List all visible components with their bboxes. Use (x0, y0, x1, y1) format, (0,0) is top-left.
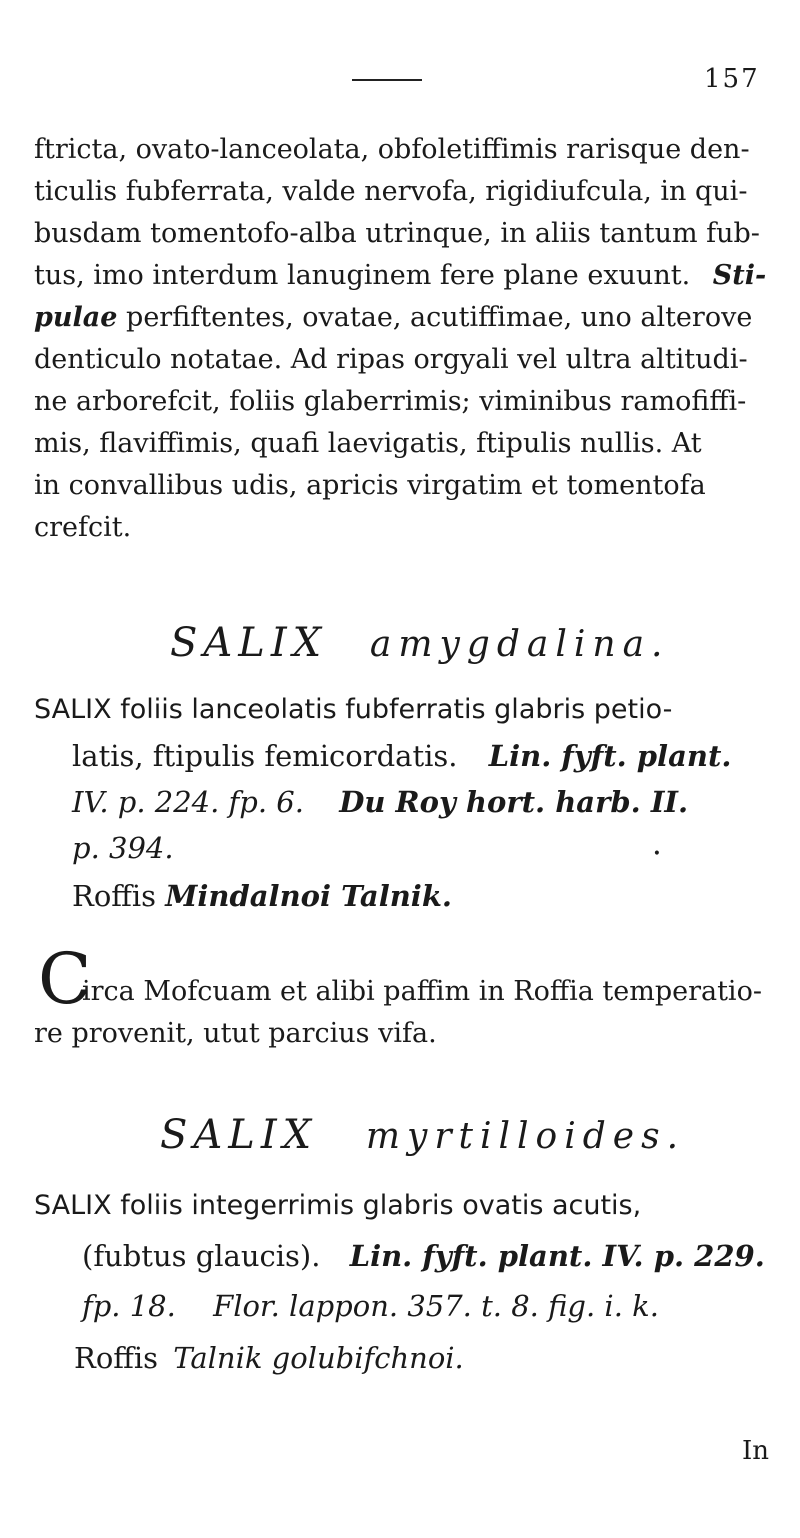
text-line (82, 1236, 765, 1276)
text-line (82, 1286, 659, 1326)
text-fragment: Roffis (74, 1341, 159, 1375)
text-line: re provenit, utut parcius vifa. (34, 1018, 437, 1049)
page-number: 157 (704, 64, 760, 94)
header-rule (352, 79, 422, 81)
genus-name: SALIX (170, 620, 328, 666)
text-line: in convallibus udis, apricis virgatim et tomentofa (34, 470, 706, 501)
citation: IV. p. 224. fp. 6. (72, 785, 304, 819)
text-line (74, 1338, 464, 1378)
text-line (72, 736, 731, 776)
citation: p. 394. (72, 831, 174, 865)
species-epithet: amygdalina. (369, 624, 670, 665)
text-fragment: (fubtus glaucis). (82, 1239, 321, 1273)
text-line (72, 876, 452, 916)
text-line: ne arborefcit, foliis glaberrimis; viminibus ramofiffi- (34, 386, 747, 417)
text-fragment: perfiftentes, ovatae, acutiffimae, uno alterove (126, 302, 753, 333)
drop-cap: C (38, 938, 92, 1020)
text-line: busdam tomentofo-alba utrinque, in aliis tantum fub- (34, 218, 760, 249)
citation: Flor. lappon. 357. t. 8. fig. i. k. (213, 1289, 659, 1323)
text-fragment: Roffis (72, 879, 157, 913)
text-line: denticulo notatae. Ad ripas orgyali vel ultra altitudi- (34, 344, 748, 375)
russian-name: Talnik golubifchnoi. (173, 1341, 464, 1375)
text-line: SALIX foliis integerrimis glabris ovatis acutis, (34, 1190, 642, 1221)
italic-term: pulae (34, 302, 118, 333)
text-line (34, 256, 766, 296)
species-heading (170, 620, 669, 666)
stray-mark: • (652, 846, 662, 862)
species-epithet: myrtilloides. (365, 1116, 686, 1157)
citation: Du Roy hort. harb. II. (339, 785, 689, 819)
citation: fp. 18. (82, 1289, 176, 1323)
text-line: mis, flaviffimis, quafi laevigatis, ftipulis nullis. At (34, 428, 702, 459)
text-line: ftricta, ovato-lanceolata, obfoletiffimis rarisque den- (34, 134, 750, 165)
text-fragment: latis, ftipulis femicordatis. (72, 739, 458, 773)
russian-name: Mindalnoi Talnik. (165, 879, 453, 913)
citation: Lin. fyft. plant. (488, 739, 732, 773)
catchword: In (742, 1436, 770, 1466)
text-line: crefcit. (34, 512, 132, 543)
text-fragment: tus, imo interdum lanuginem fere plane exuunt. (34, 260, 691, 291)
text-line: SALIX foliis lanceolatis fubferratis glabris petio- (34, 694, 673, 725)
text-line (34, 298, 752, 338)
text-line (72, 782, 688, 822)
species-heading (160, 1112, 685, 1158)
text-line: irca Mofcuam et alibi paffim in Roffia temperatio- (82, 976, 762, 1007)
italic-term: Sti- (712, 260, 767, 291)
genus-name: SALIX (160, 1112, 318, 1158)
citation: Lin. fyft. plant. IV. p. 229. (349, 1239, 765, 1273)
text-line (72, 828, 661, 868)
text-line: ticulis fubferrata, valde nervofa, rigidiufcula, in qui- (34, 176, 748, 207)
